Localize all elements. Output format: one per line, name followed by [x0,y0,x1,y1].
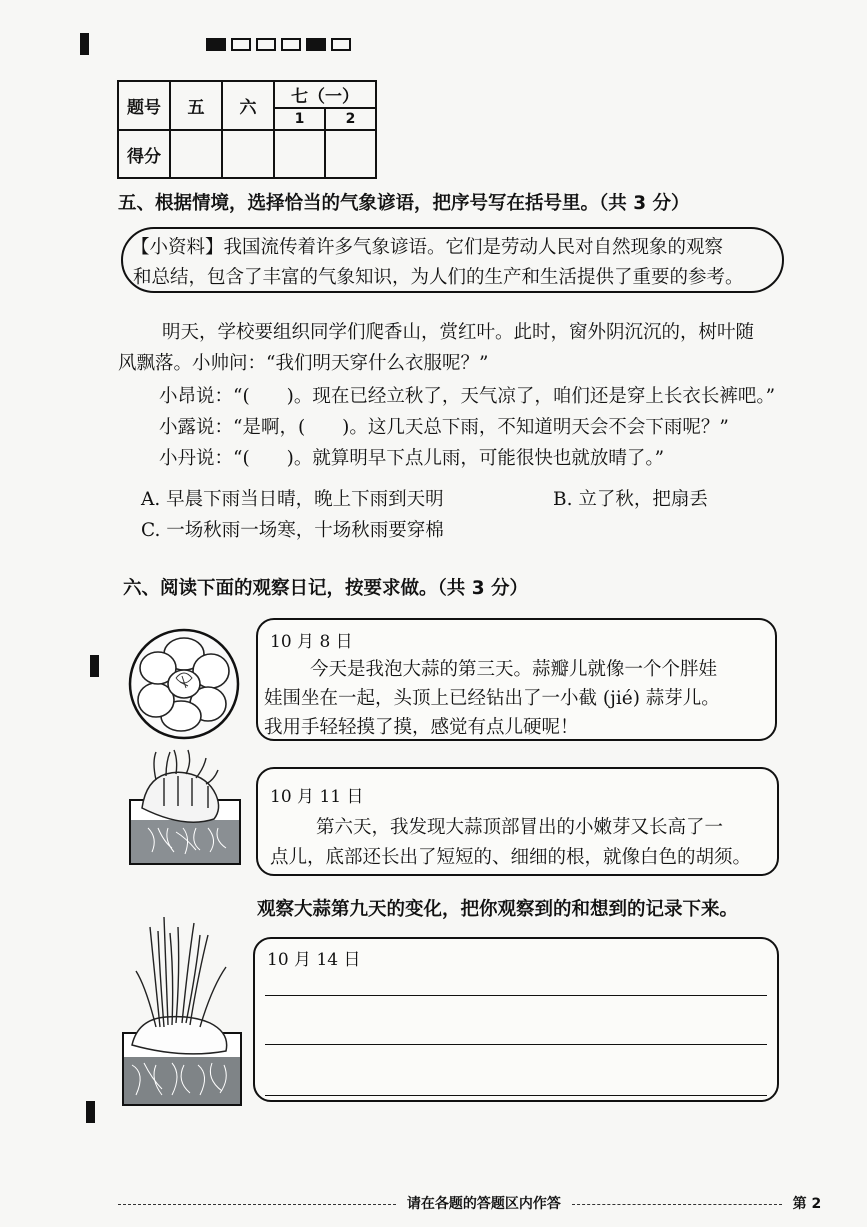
sub-col-1: 1 [274,108,325,130]
footer-dash-right [572,1204,782,1205]
col-question-5: 五 [170,81,222,130]
dialog-line-3: 小丹说：“( )。就算明早下点儿雨，可能很快也就放晴了。” [159,448,665,469]
garlic-day6-illustration [128,748,248,868]
diary-entry-oct-8 [256,618,777,741]
entry-text-line: 点儿，底部还长出了短短的、细细的根，就像白色的胡须。 [270,847,752,868]
story-line-2: 风飘落。小帅问：“我们明天穿什么衣服呢？” [118,353,489,374]
q5-title: 五、根据情境，选择恰当的气象谚语，把序号写在括号里。（共 3 分） [118,193,690,214]
code-square [281,38,301,51]
score-table [117,80,377,179]
code-square [306,38,326,51]
info-line-1: 【小资料】我国流传着许多气象谚语。它们是劳动人民对自然现象的观察 [131,237,724,258]
row-label-score: 得分 [118,130,170,178]
entry-date: 10 月 14 日 [267,950,361,970]
entry-text-line: 娃围坐在一起，头顶上已经钻出了一小截 (jié) 蒜芽儿。 [264,688,720,709]
diary-entry-oct-14-answer-box [253,937,779,1102]
page-number: 第 2 [792,1196,822,1212]
page-footer [118,1193,821,1213]
option-a: A. 早晨下雨当日晴，晚上下雨到天明 [141,489,444,510]
answer-line-2[interactable] [265,1044,767,1045]
registration-mark-top [80,33,89,55]
footer-dash-left [118,1204,396,1205]
row-label-question-number: 题号 [118,81,170,130]
garlic-top-view-illustration [126,626,242,742]
option-c: C. 一场秋雨一场寒，十场秋雨要穿棉 [141,520,444,541]
dialog-line-1: 小昂说：“( )。现在已经立秋了，天气凉了，咱们还是穿上长衣长裤吧。” [159,386,776,407]
score-cell[interactable] [274,130,325,178]
entry-text-line: 我用手轻轻摸了摸，感觉有点儿硬呢！ [264,717,579,738]
entry-date: 10 月 11 日 [270,787,364,807]
code-square [331,38,351,51]
story-line-1: 明天，学校要组织同学们爬香山，赏红叶。此时，窗外阴沉沉的，树叶随 [162,322,755,343]
score-cell[interactable] [325,130,376,178]
entry-text-line: 今天是我泡大蒜的第三天。蒜瓣儿就像一个个胖娃 [310,659,718,680]
info-line-2: 和总结，包含了丰富的气象知识，为人们的生产和生活提供了重要的参考。 [133,267,744,288]
code-square [256,38,276,51]
garlic-day9-illustration [120,915,250,1110]
score-cell[interactable] [222,130,274,178]
option-b: B. 立了秋，把扇丢 [553,489,708,510]
code-square [206,38,226,51]
q6-title: 六、阅读下面的观察日记，按要求做。（共 3 分） [123,578,529,599]
diary-entry-oct-11 [256,767,779,876]
dialog-line-2: 小露说：“是啊，( )。这几天总下雨，不知道明天会不会下雨呢？” [159,417,729,438]
answer-line-1[interactable] [265,995,767,996]
col-question-6: 六 [222,81,274,130]
header-code-squares [206,38,356,52]
score-cell[interactable] [170,130,222,178]
sub-col-2: 2 [325,108,376,130]
answer-line-3[interactable] [265,1095,767,1096]
col-question-7: 七（一） [274,81,376,108]
q6-instruction: 观察大蒜第九天的变化，把你观察到的和想到的记录下来。 [257,899,739,920]
entry-text-line: 第六天，我发现大蒜顶部冒出的小嫩芽又长高了一 [316,817,724,838]
registration-mark-middle [90,655,99,677]
footer-instruction: 请在各题的答题区内作答 [406,1196,561,1212]
code-square [231,38,251,51]
entry-date: 10 月 8 日 [270,632,353,652]
registration-mark-bottom [86,1101,95,1123]
